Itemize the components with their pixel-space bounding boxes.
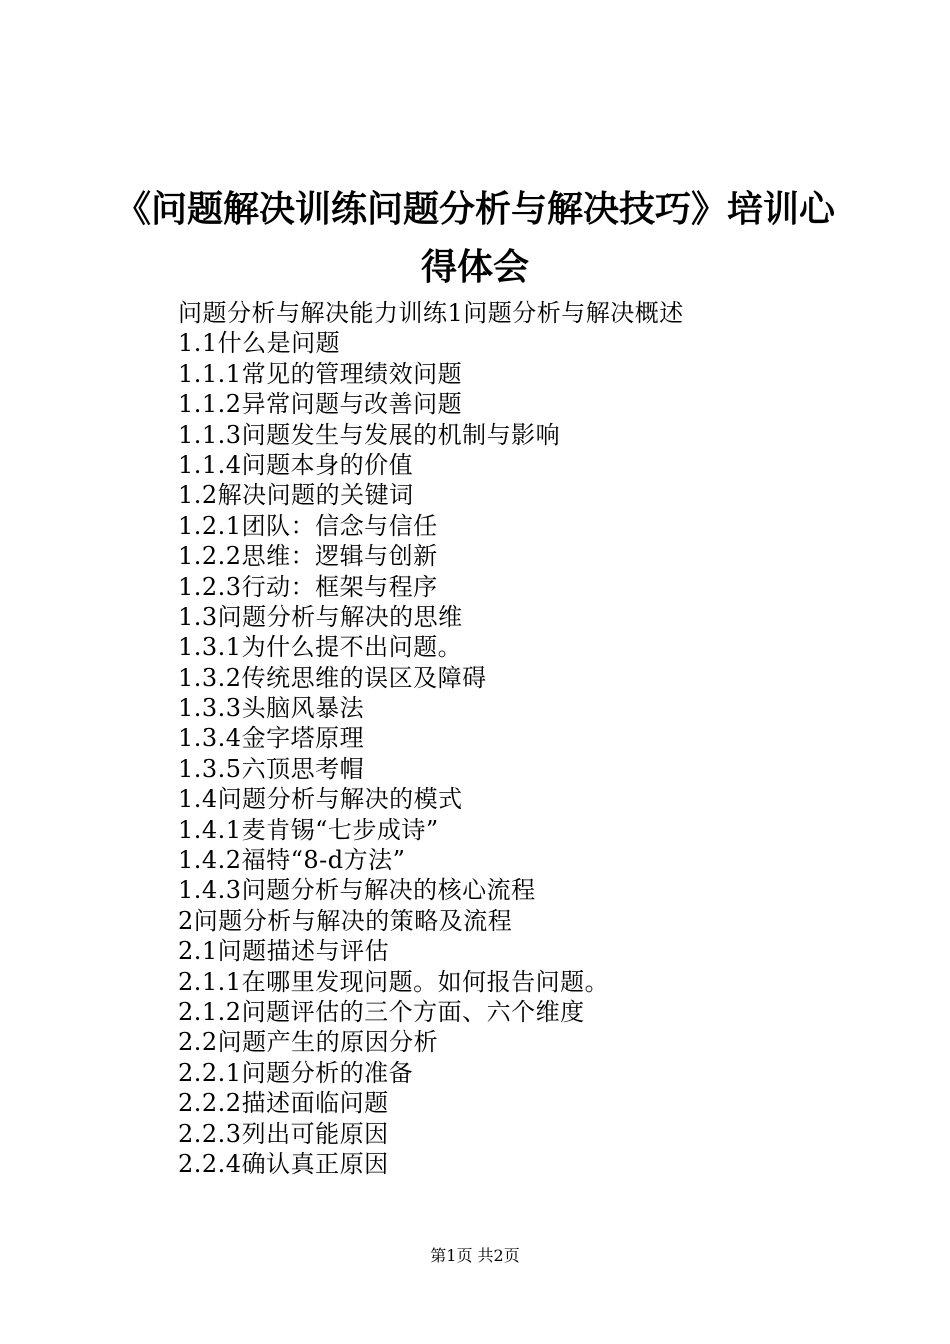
outline-line: 1.1.4问题本身的价值 <box>178 450 414 479</box>
outline-line: 1.2.2思维：逻辑与创新 <box>178 542 438 571</box>
outline-line: 1.2.3行动：框架与程序 <box>178 572 438 601</box>
outline-line: 2.1.1在哪里发现问题。如何报告问题。 <box>178 967 610 996</box>
document-title-line-1: 《问题解决训练问题分析与解决技巧》培训心 <box>114 189 835 230</box>
outline-line: 1.4.1麦肯锡“七步成诗” <box>178 815 439 844</box>
outline-line: 1.3问题分析与解决的思维 <box>178 602 463 631</box>
document-title-line-2: 得体会 <box>420 247 529 288</box>
outline-line: 2.1问题描述与评估 <box>178 937 390 966</box>
outline-line: 2.1.2问题评估的三个方面、六个维度 <box>178 997 585 1026</box>
outline-line: 2.2.1问题分析的准备 <box>178 1058 414 1087</box>
outline-line: 1.3.2传统思维的误区及障碍 <box>178 663 487 692</box>
outline-line: 1.1.1常见的管理绩效问题 <box>178 359 463 388</box>
outline-line: 1.3.3头脑风暴法 <box>178 694 365 723</box>
outline-line: 1.4.2福特“8-d方法” <box>178 846 406 875</box>
outline-line: 2.2.4确认真正原因 <box>178 1149 389 1178</box>
outline-line: 2问题分析与解决的策略及流程 <box>178 906 513 935</box>
outline-list <box>178 298 878 1179</box>
page-footer: 第1页 共2页 <box>430 1246 520 1265</box>
outline-line: 1.4.3问题分析与解决的核心流程 <box>178 876 536 905</box>
outline-line: 1.3.4金字塔原理 <box>178 724 365 753</box>
outline-line: 问题分析与解决能力训练1问题分析与解决概述 <box>178 299 684 327</box>
outline-line: 1.3.5六顶思考帽 <box>178 754 365 783</box>
outline-line: 1.1什么是问题 <box>178 329 341 358</box>
outline-line: 1.4问题分析与解决的模式 <box>178 785 463 814</box>
outline-line: 2.2问题产生的原因分析 <box>178 1028 439 1057</box>
outline-line: 1.2.1团队：信念与信任 <box>178 511 438 540</box>
outline-line: 1.1.3问题发生与发展的机制与影响 <box>178 420 561 449</box>
outline-line: 1.2解决问题的关键词 <box>178 481 414 510</box>
outline-line: 1.1.2异常问题与改善问题 <box>178 390 463 419</box>
outline-line: 2.2.2描述面临问题 <box>178 1089 389 1118</box>
outline-line: 2.2.3列出可能原因 <box>178 1119 389 1148</box>
outline-line: 1.3.1为什么提不出问题。 <box>178 633 463 662</box>
